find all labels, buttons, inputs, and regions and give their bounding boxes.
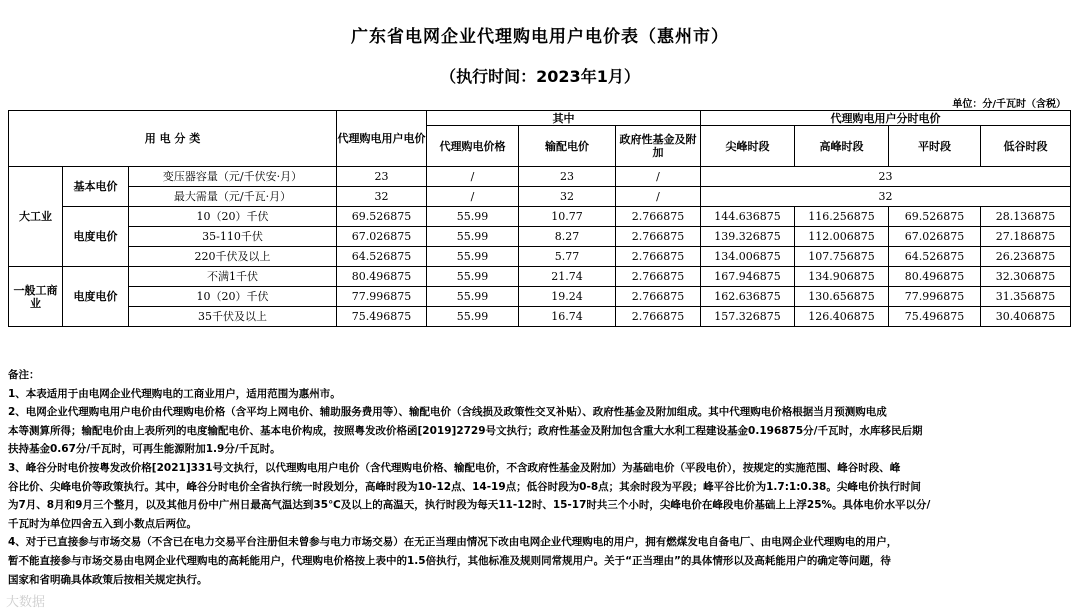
cell-agent-purchase-price: 55.99 bbox=[427, 267, 519, 287]
note-line: 3、峰谷分时电价按粤发改价格[2021]331号文执行，以代理购电用户电价（含代理购电价格、输配电价，不含政府性基金及附加）为基础电价（平段电价），按规定的实施范围、峰谷时段、峰 bbox=[8, 461, 901, 474]
notes bbox=[8, 366, 1070, 589]
header-peak: 高峰时段 bbox=[795, 126, 889, 167]
note-line: 谷比价、尖峰电价等政策执行。其中，峰谷分时电价全省执行统一时段划分，高峰时段为10-12点、14-19点；低谷时段为0-8点；其余时段为平段；峰平谷比价为1.7:1:0.38。尖峰电价执行时间 bbox=[8, 480, 921, 493]
cell-agent-user-price: 75.496875 bbox=[337, 307, 427, 327]
table-row bbox=[9, 187, 1071, 207]
row-label: 220千伏及以上 bbox=[129, 247, 337, 267]
row-label: 35千伏及以上 bbox=[129, 307, 337, 327]
cell-sharp: 157.326875 bbox=[701, 307, 795, 327]
cell-transmission-price: 5.77 bbox=[519, 247, 616, 267]
cell-transmission-price: 16.74 bbox=[519, 307, 616, 327]
note-line: 千瓦时为单位四舍五入到小数点后两位。 bbox=[8, 517, 197, 530]
cell-valley: 27.186875 bbox=[981, 227, 1071, 247]
header-tou-price: 代理购电用户分时电价 bbox=[701, 111, 1071, 126]
row-label: 10（20）千伏 bbox=[129, 207, 337, 227]
cell-agent-user-price: 77.996875 bbox=[337, 287, 427, 307]
cell-flat: 75.496875 bbox=[889, 307, 981, 327]
subgroup-energy-price: 电度电价 bbox=[63, 207, 129, 267]
cell-gov-fund: / bbox=[616, 187, 701, 207]
header-category: 用 电 分 类 bbox=[9, 111, 337, 167]
cell-gov-fund: 2.766875 bbox=[616, 247, 701, 267]
cell-sharp: 144.636875 bbox=[701, 207, 795, 227]
row-label: 最大需量（元/千瓦·月） bbox=[129, 187, 337, 207]
row-label: 35-110千伏 bbox=[129, 227, 337, 247]
header-agent-user-price: 代理购电用户电价 bbox=[337, 111, 427, 167]
cell-gov-fund: 2.766875 bbox=[616, 267, 701, 287]
cell-sharp: 139.326875 bbox=[701, 227, 795, 247]
note-line: 2、电网企业代理购电用户电价由代理购电价格（含平均上网电价、辅助服务费用等）、输配电价（含线损及政策性交叉补贴）、政府性基金及附加组成。其中代理购电价格根据当月预测购电成 bbox=[8, 406, 887, 419]
note-line: 本等测算所得；输配电价由上表所列的电度输配电价、基本电价构成，按照粤发改价格函[2019]2729号文执行；政府性基金及附加包含重大水利工程建设基金0.196875分/千瓦时，水库移民后期 bbox=[8, 424, 923, 437]
header-valley: 低谷时段 bbox=[981, 126, 1071, 167]
note-line: 为7月、8月和9月三个整月，以及其他月份中广州日最高气温达到35℃及以上的高温天，执行时段为每天11-12时、15-17时共三个小时，尖峰电价在峰段电价基础上上浮25%。具体电价水平以分/ bbox=[8, 499, 931, 512]
page-subtitle: （执行时间：2023年1月） bbox=[440, 67, 640, 86]
cell-gov-fund: 2.766875 bbox=[616, 227, 701, 247]
cell-agent-purchase-price: / bbox=[427, 167, 519, 187]
cell-agent-user-price: 80.496875 bbox=[337, 267, 427, 287]
cell-agent-purchase-price: 55.99 bbox=[427, 207, 519, 227]
header-flat: 平时段 bbox=[889, 126, 981, 167]
note-line: 4、对于已直接参与市场交易（不含已在电力交易平台注册但未曾参与电力市场交易）在无正当理由情况下改由电网企业代理购电的用户，拥有燃煤发电自备电厂、由电网企业代理购电的用户， bbox=[8, 536, 898, 549]
price-table bbox=[8, 110, 1071, 327]
cell-valley: 28.136875 bbox=[981, 207, 1071, 227]
watermark: 大数据 bbox=[6, 595, 46, 610]
cell-flat: 64.526875 bbox=[889, 247, 981, 267]
table-row bbox=[9, 267, 1071, 287]
row-label: 变压器容量（元/千伏安·月） bbox=[129, 167, 337, 187]
table-row bbox=[9, 287, 1071, 307]
cell-peak: 126.406875 bbox=[795, 307, 889, 327]
cell-valley: 26.236875 bbox=[981, 247, 1071, 267]
cell-gov-fund: 2.766875 bbox=[616, 307, 701, 327]
subgroup-basic-price: 基本电价 bbox=[63, 167, 129, 207]
cell-valley: 32.306875 bbox=[981, 267, 1071, 287]
unit-label: 单位：分/千瓦时（含税） bbox=[952, 99, 1066, 110]
group-large-industry: 大工业 bbox=[9, 167, 63, 267]
page-title: 广东省电网企业代理购电用户电价表（惠州市） bbox=[351, 27, 729, 47]
cell-peak: 130.656875 bbox=[795, 287, 889, 307]
cell-agent-purchase-price: 55.99 bbox=[427, 287, 519, 307]
cell-valley: 31.356875 bbox=[981, 287, 1071, 307]
cell-peak: 116.256875 bbox=[795, 207, 889, 227]
table-row bbox=[9, 247, 1071, 267]
subgroup-energy-price-general: 电度电价 bbox=[63, 267, 129, 327]
header-transmission-price: 输配电价 bbox=[519, 126, 616, 167]
cell-sharp: 167.946875 bbox=[701, 267, 795, 287]
cell-peak: 112.006875 bbox=[795, 227, 889, 247]
cell-peak: 107.756875 bbox=[795, 247, 889, 267]
notes-heading: 备注： bbox=[8, 369, 40, 381]
cell-tou-merged: 32 bbox=[701, 187, 1071, 207]
cell-transmission-price: 21.74 bbox=[519, 267, 616, 287]
cell-valley: 30.406875 bbox=[981, 307, 1071, 327]
cell-sharp: 134.006875 bbox=[701, 247, 795, 267]
row-label: 10（20）千伏 bbox=[129, 287, 337, 307]
cell-agent-user-price: 32 bbox=[337, 187, 427, 207]
cell-flat: 77.996875 bbox=[889, 287, 981, 307]
group-general-commercial: 一般工商业 bbox=[9, 267, 63, 327]
note-line: 扶持基金0.67分/千瓦时，可再生能源附加1.9分/千瓦时。 bbox=[8, 443, 281, 456]
table-row bbox=[9, 167, 1071, 187]
cell-flat: 69.526875 bbox=[889, 207, 981, 227]
cell-tou-merged: 23 bbox=[701, 167, 1071, 187]
cell-transmission-price: 8.27 bbox=[519, 227, 616, 247]
cell-transmission-price: 32 bbox=[519, 187, 616, 207]
cell-flat: 67.026875 bbox=[889, 227, 981, 247]
cell-agent-user-price: 69.526875 bbox=[337, 207, 427, 227]
cell-agent-user-price: 64.526875 bbox=[337, 247, 427, 267]
cell-gov-fund: 2.766875 bbox=[616, 207, 701, 227]
cell-gov-fund: / bbox=[616, 167, 701, 187]
table-row bbox=[9, 207, 1071, 227]
cell-transmission-price: 19.24 bbox=[519, 287, 616, 307]
header-of-which: 其中 bbox=[427, 111, 701, 126]
cell-flat: 80.496875 bbox=[889, 267, 981, 287]
note-line: 暂不能直接参与市场交易由电网企业代理购电的高耗能用户，代理购电价格按上表中的1.5倍执行，其他标准及规则同常规用户。关于“正当理由”的具体情形以及高耗能用户的确定等问题，待 bbox=[8, 554, 891, 567]
cell-agent-purchase-price: / bbox=[427, 187, 519, 207]
header-peak-sharp: 尖峰时段 bbox=[701, 126, 795, 167]
cell-agent-purchase-price: 55.99 bbox=[427, 247, 519, 267]
cell-agent-purchase-price: 55.99 bbox=[427, 307, 519, 327]
header-gov-fund: 政府性基金及附加 bbox=[616, 126, 701, 167]
note-line: 1、本表适用于由电网企业代理购电的工商业用户，适用范围为惠州市。 bbox=[8, 387, 341, 400]
cell-sharp: 162.636875 bbox=[701, 287, 795, 307]
table-row bbox=[9, 307, 1071, 327]
cell-gov-fund: 2.766875 bbox=[616, 287, 701, 307]
cell-agent-user-price: 67.026875 bbox=[337, 227, 427, 247]
cell-agent-user-price: 23 bbox=[337, 167, 427, 187]
cell-transmission-price: 10.77 bbox=[519, 207, 616, 227]
cell-transmission-price: 23 bbox=[519, 167, 616, 187]
table-row bbox=[9, 227, 1071, 247]
header-agent-purchase-price: 代理购电价格 bbox=[427, 126, 519, 167]
row-label: 不满1千伏 bbox=[129, 267, 337, 287]
cell-peak: 134.906875 bbox=[795, 267, 889, 287]
note-line: 国家和省明确具体政策后按相关规定执行。 bbox=[8, 573, 208, 586]
cell-agent-purchase-price: 55.99 bbox=[427, 227, 519, 247]
